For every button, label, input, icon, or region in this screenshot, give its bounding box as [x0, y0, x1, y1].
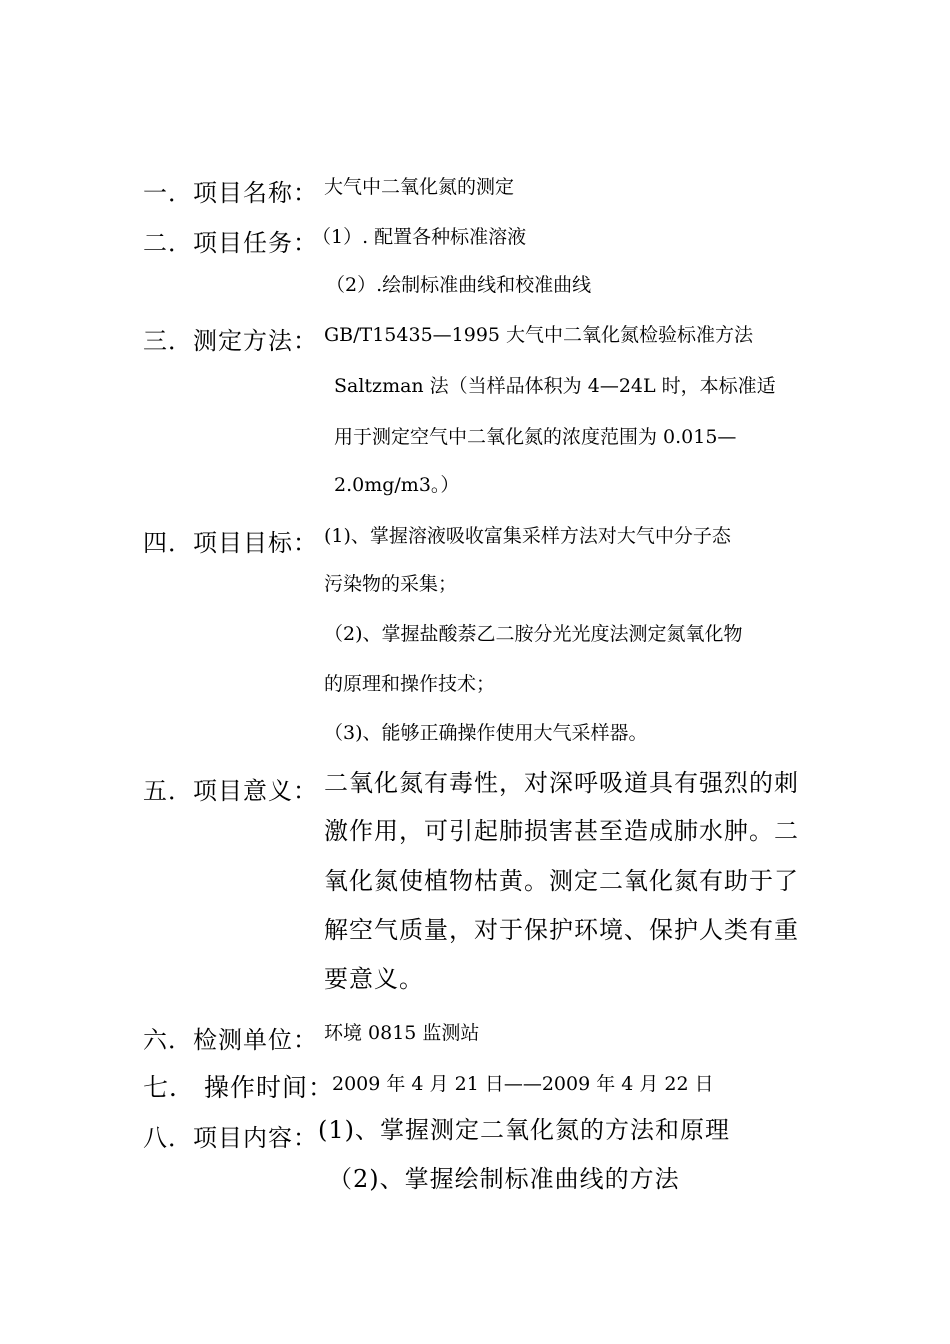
- item-value-name: 大气中二氧化氮的测定: [324, 176, 515, 198]
- item-value-goals-3: （2)、掌握盐酸萘乙二胺分光光度法测定氮氧化物: [324, 623, 743, 645]
- item-value-time: 2009 年 4 月 21 日——2009 年 4 月 22 日: [332, 1073, 714, 1095]
- item-value-tasks-2: （2）.绘制标准曲线和校准曲线: [326, 274, 592, 296]
- item-value-method-2: Saltzman 法（当样品体积为 4—24L 时，本标准适: [334, 375, 776, 397]
- item-value-content-1: (1)、掌握测定二氧化氮的方法和原理: [318, 1116, 730, 1144]
- item-label-unit: 六．检测单位：: [143, 1026, 318, 1054]
- item-value-goals-5: （3)、能够正确操作使用大气采样器。: [324, 722, 648, 744]
- item-value-method-3: 用于测定空气中二氧化氮的浓度范围为 0.015—: [334, 426, 737, 448]
- item-value-significance-4: 解空气质量，对于保护环境、保护人类有重: [324, 916, 799, 944]
- item-label-tasks: 二．项目任务：: [143, 229, 318, 257]
- item-value-goals-1: (1)、掌握溶液吸收富集采样方法对大气中分子态: [324, 525, 731, 547]
- item-value-significance-3: 氧化氮使植物枯黄。测定二氧化氮有助于了: [324, 867, 799, 895]
- item-value-significance-5: 要意义。: [324, 965, 424, 993]
- item-label-goals: 四．项目目标：: [143, 529, 318, 557]
- item-label-content: 八．项目内容：: [143, 1124, 318, 1152]
- item-value-tasks-1: （1）. 配置各种标准溶液: [312, 226, 527, 248]
- item-value-content-2: （2)、掌握绘制标准曲线的方法: [328, 1165, 680, 1193]
- item-value-unit: 环境 0815 监测站: [324, 1022, 480, 1044]
- item-value-goals-2: 污染物的采集；: [324, 573, 458, 595]
- item-value-significance-1: 二氧化氮有毒性，对深呼吸道具有强烈的刺: [324, 769, 799, 797]
- item-value-goals-4: 的原理和操作技术；: [324, 673, 496, 695]
- item-label-time: 七． 操作时间：: [143, 1073, 334, 1102]
- item-value-method-4: 2.0mg/m3。）: [334, 474, 460, 496]
- item-label-significance: 五．项目意义：: [143, 777, 318, 805]
- item-label-method: 三．测定方法：: [143, 327, 318, 355]
- item-value-significance-2: 激作用，可引起肺损害甚至造成肺水肿。二: [324, 817, 799, 845]
- item-label-name: 一．项目名称：: [143, 179, 318, 207]
- item-value-method-1: GB/T15435—1995 大气中二氧化氮检验标准方法: [324, 324, 754, 346]
